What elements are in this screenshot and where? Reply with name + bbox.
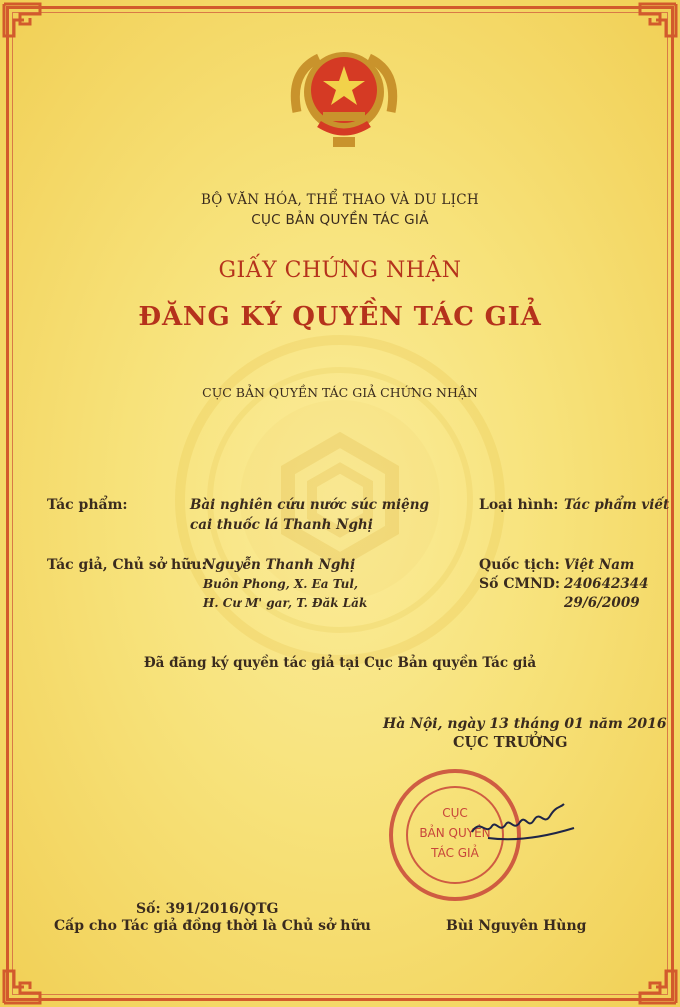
agency-name: CỤC BẢN QUYỀN TÁC GIẢ xyxy=(251,212,429,228)
work-title-line2: cai thuốc lá Thanh Nghị xyxy=(190,517,373,533)
corner-ornament-icon xyxy=(0,0,60,44)
certificate-subtitle: ĐĂNG KÝ QUYỀN TÁC GIẢ xyxy=(138,302,542,332)
certificate-title: GIẤY CHỨNG NHẬN xyxy=(218,258,462,283)
work-label: Tác phẩm: xyxy=(47,497,128,513)
type-label: Loại hình: xyxy=(479,497,559,513)
signature-icon xyxy=(468,798,578,848)
id-card-label: Số CMND: xyxy=(479,576,561,592)
signer-name: Bùi Nguyên Hùng xyxy=(446,918,587,934)
author-address-line1: Buôn Phong, X. Ea Tul, xyxy=(203,577,359,591)
seal-line1: CỤC xyxy=(442,806,468,820)
corner-ornament-icon xyxy=(620,963,680,1007)
type-value: Tác phẩm viết xyxy=(564,497,670,513)
work-title-line1: Bài nghiên cứu nước súc miệng xyxy=(190,497,429,513)
corner-ornament-icon xyxy=(0,963,60,1007)
national-emblem-icon xyxy=(279,42,409,162)
corner-ornament-icon xyxy=(620,0,680,44)
id-card-date: 29/6/2009 xyxy=(564,595,640,611)
certification-statement: CỤC BẢN QUYỀN TÁC GIẢ CHỨNG NHẬN xyxy=(202,385,478,400)
ministry-name: BỘ VĂN HÓA, THỂ THAO VÀ DU LỊCH xyxy=(201,192,479,208)
registration-statement: Đã đăng ký quyền tác giả tại Cục Bản quyền Tác giả xyxy=(143,655,537,671)
nationality-value: Việt Nam xyxy=(564,557,635,573)
id-card-number: 240642344 xyxy=(564,576,649,592)
seal-line2: BẢN QUYỀN xyxy=(419,826,491,840)
seal-line3: TÁC GIẢ xyxy=(431,846,479,860)
author-label: Tác giả, Chủ sở hữu: xyxy=(47,557,207,573)
author-name: Nguyễn Thanh Nghị xyxy=(203,557,356,573)
certificate-number: Số: 391/2016/QTG xyxy=(136,901,279,917)
author-address-line2: H. Cư M' gar, T. Đăk Lăk xyxy=(203,596,368,610)
issued-to: Cấp cho Tác giả đồng thời là Chủ sở hữu xyxy=(54,918,371,934)
issue-date: Hà Nội, ngày 13 tháng 01 năm 2016 xyxy=(383,716,667,732)
director-title: CỤC TRƯỞNG xyxy=(453,734,568,751)
nationality-label: Quốc tịch: xyxy=(479,557,560,573)
